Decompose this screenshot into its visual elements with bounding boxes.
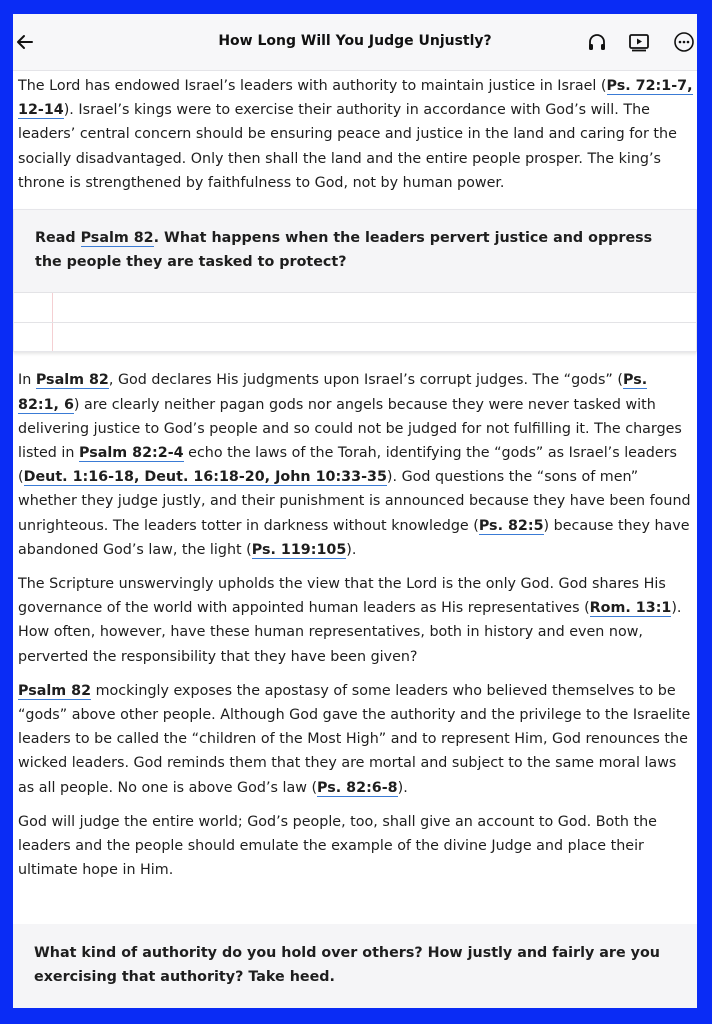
paragraph-5: God will judge the entire world; God’s people, too, shall give an account to God. Both the leaders and the people should emulate the example of the divine Judge and place their ultimate hope in Him. [18, 813, 657, 879]
scripture-link[interactable]: Ps. 82:1, 6 [18, 372, 648, 413]
scripture-link[interactable]: Psalm 82 [35, 372, 109, 389]
scripture-link[interactable]: Psalm 82 [80, 230, 154, 247]
lesson-content [13, 70, 697, 882]
paragraph-2: In Psalm 82, God declares His judgments upon Israel’s corrupt judges. The “gods” (Ps. 82:1, 6) are clearly neither pagan gods nor angels because they were never tasked with delivering justice to God’s people and so could not be judged for not fulfilling it. The charges listed in Psalm 82:2-4 echo the laws of the Torah, identifying the “gods” as Israel’s leaders (Deut. 1:16-18, Deut. 16:18-20, John 10:33-35). God questions the “sons of men” whether they judge justly, and their punishment is announced because they have been found unrighteous. The leaders totter in darkness without knowledge (Ps. 82:5) because they have abandoned God’s law, the light (Ps. 119:105). [18, 372, 691, 558]
question-text: Read Psalm 82. What happens when the leaders pervert justice and oppress the people they are tasked to protect? [35, 230, 653, 271]
paragraph-4: Psalm 82 mockingly exposes the apostasy of some leaders who believed themselves to be “gods” above other people. Although God gave the authority and the privilege to the Israelite leaders to be called the “children of the Most High” and to represent Him, God renounces the wicked leaders. God reminds them that they are mortal and subject to the same moral laws as all people. No one is above God’s law (Ps. 82:6-8). [18, 682, 691, 796]
question-box [13, 209, 697, 352]
application-question-text: What kind of authority do you hold over others? How justly and fairly are you exercising that authority? Take heed. [34, 945, 660, 986]
scripture-link[interactable]: Rom. 13:1 [589, 600, 672, 617]
scripture-link[interactable]: Psalm 82 [18, 682, 92, 699]
app-frame [13, 14, 697, 1008]
video-icon[interactable] [628, 31, 650, 53]
top-bar [13, 14, 697, 71]
headphones-icon[interactable] [586, 31, 608, 53]
page-title: How Long Will You Judge Unjustly? [218, 33, 492, 49]
scripture-link[interactable]: Ps. 119:105 [251, 541, 347, 558]
scripture-link[interactable]: Ps. 82:5 [478, 517, 544, 534]
answer-input[interactable] [14, 292, 696, 351]
scripture-link[interactable]: Ps. 82:6-8 [317, 779, 398, 796]
scripture-link[interactable]: Ps. 72:1-7, 12-14 [18, 78, 693, 119]
paragraph-3: The Scripture unswervingly upholds the view that the Lord is the only God. God shares His governance of the world with appointed human leaders as His representatives (Rom. 13:1). How often, however, have these human representatives, both in history and even now, perverted the responsibility that they have been given? [18, 576, 682, 665]
scripture-link[interactable]: Psalm 82:2-4 [79, 445, 184, 462]
paragraph-1: The Lord has endowed Israel’s leaders with authority to maintain justice in Israel (Ps. 72:1-7, 12-14). Israel’s kings were to exercise their authority in accordance with God’s will. The leaders’ central concern should be ensuring peace and justice in the land and caring for the socially disadvantaged. Only then shall the land and the entire people prosper. The king’s throne is strengthened by faithfulness to God, not by human power. [18, 78, 693, 191]
more-icon[interactable] [673, 31, 695, 53]
application-question-box [13, 924, 697, 1008]
scripture-link[interactable]: Deut. 1:16-18, Deut. 16:18-20, John 10:33-35 [23, 469, 387, 486]
answer-rule-line [14, 322, 696, 323]
